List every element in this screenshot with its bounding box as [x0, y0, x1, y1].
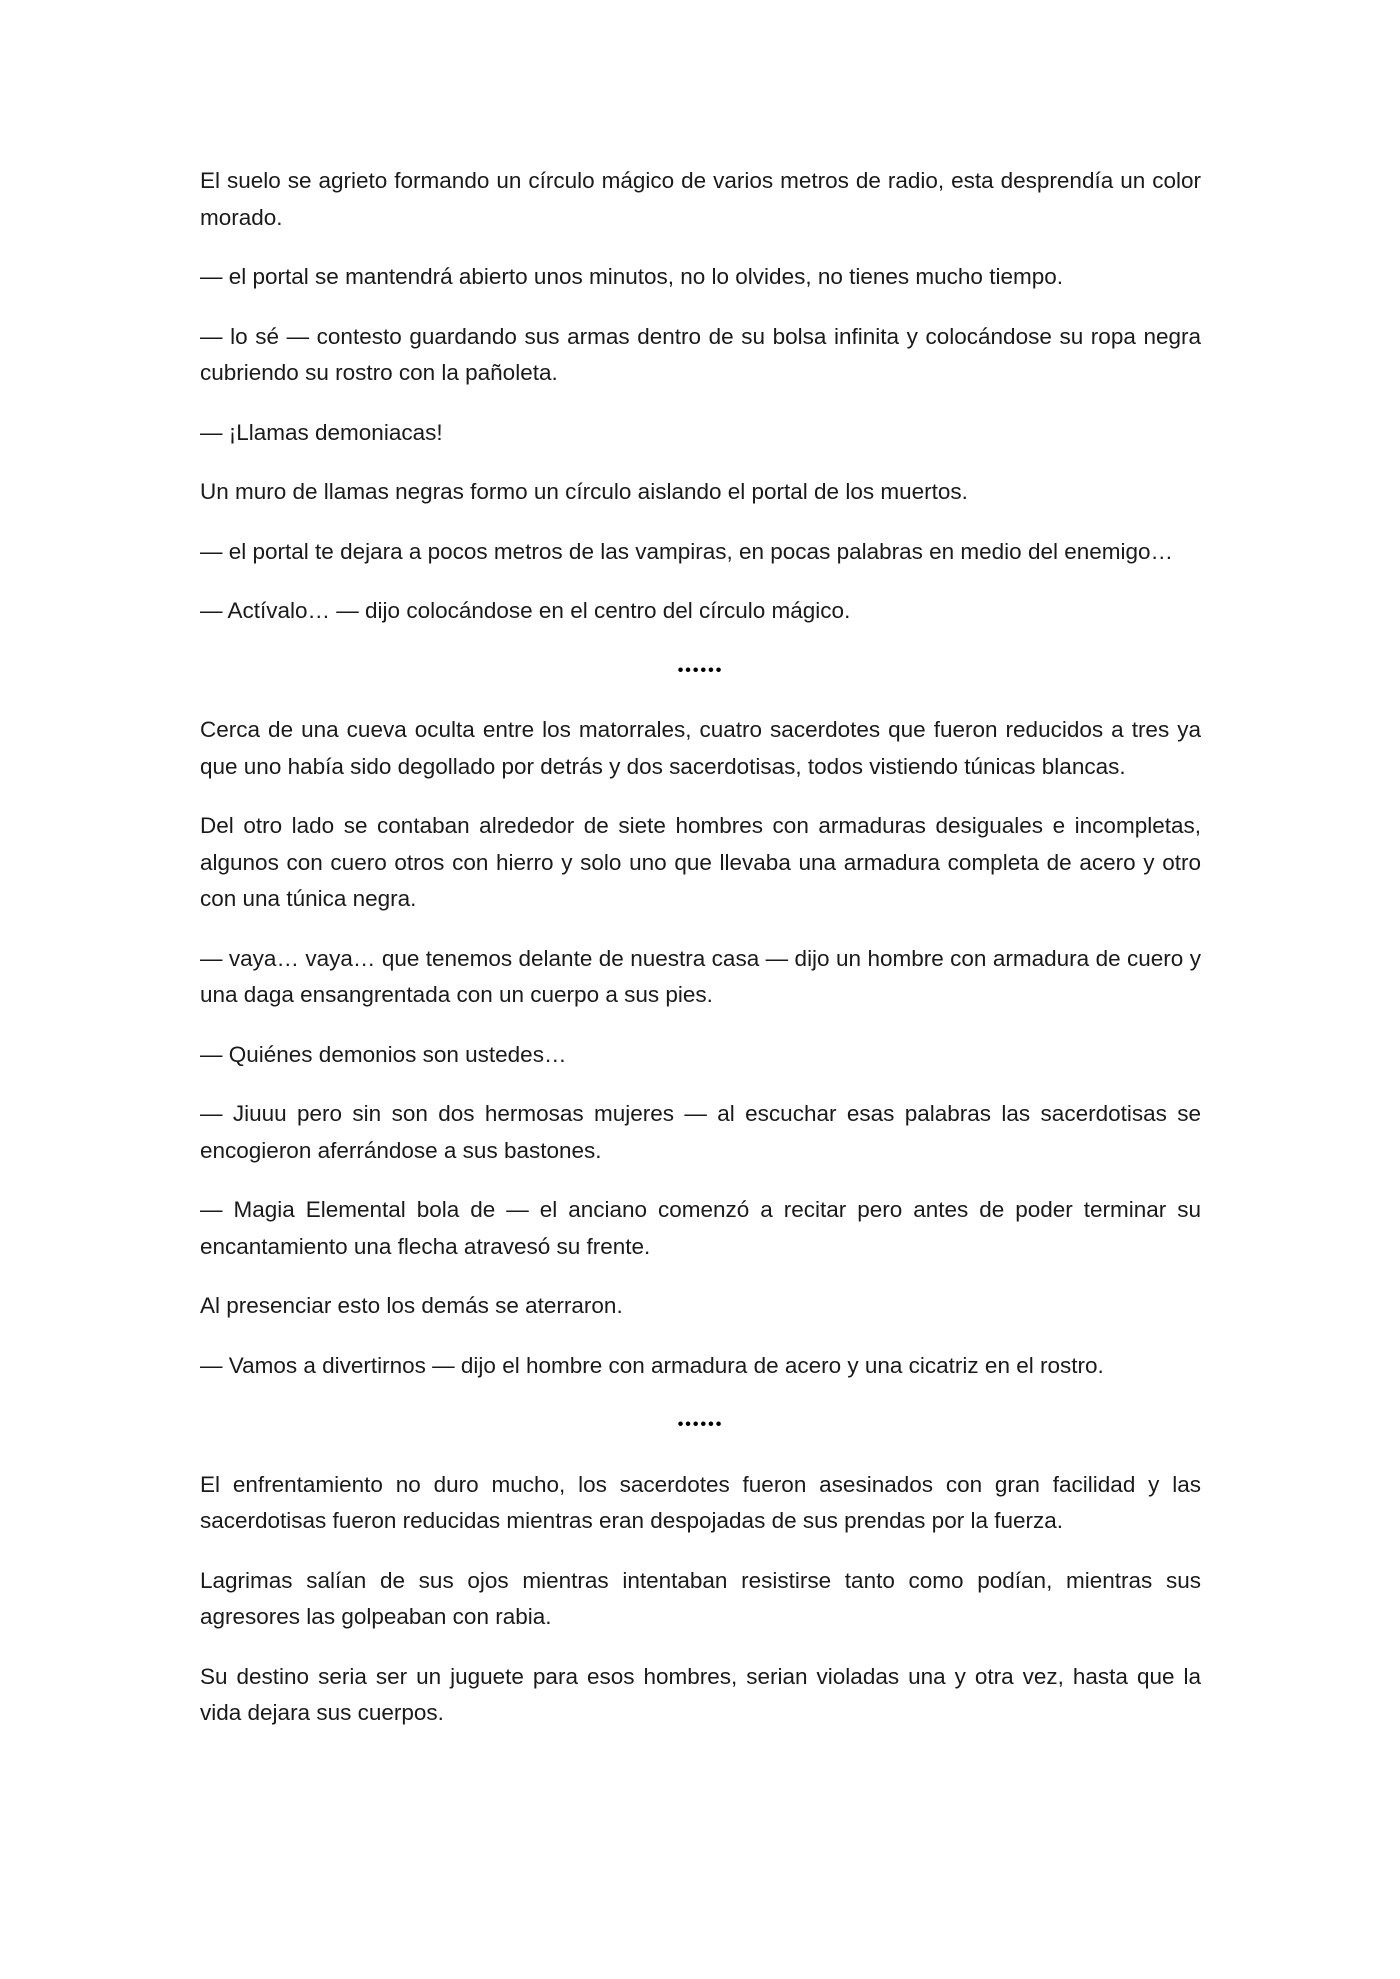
paragraph: — Magia Elemental bola de — el anciano comenzó a recitar pero antes de poder terminar su encantamiento una flecha atravesó su frente. — [200, 1197, 1201, 1259]
paragraph: Del otro lado se contaban alrededor de siete hombres con armaduras desiguales e incompletas, algunos con cuero otros con hierro y solo uno que llevaba una armadura completa de acero y otro con una túnica negra. — [200, 813, 1201, 911]
paragraph: — Actívalo… — dijo colocándose en el centro del círculo mágico. — [200, 598, 851, 623]
paragraph: — Vamos a divertirnos — dijo el hombre con armadura de acero y una cicatriz en el rostro. — [200, 1352, 1104, 1378]
text-column — [200, 163, 1201, 1755]
paragraph: — vaya… vaya… que tenemos delante de nuestra casa — dijo un hombre con armadura de cuero y una daga ensangrentada con un cuerpo a sus pies. — [200, 945, 1201, 1007]
paragraph: — el portal te dejara a pocos metros de las vampiras, en pocas palabras en medio del enemigo… — [200, 538, 1174, 564]
paragraph: — lo sé — contesto guardando sus armas dentro de su bolsa infinita y colocándose su ropa negra cubriendo su rostro con la pañoleta. — [200, 323, 1201, 385]
paragraph: El enfrentamiento no duro mucho, los sacerdotes fueron asesinados con gran facilidad y las sacerdotisas fueron reducidas mientras eran despojadas de sus prendas por la fuerza. — [200, 1471, 1201, 1533]
paragraph: Cerca de una cueva oculta entre los matorrales, cuatro sacerdotes que fueron reducidos a tres ya que uno había sido degollado por detrás y dos sacerdotisas, todos vistiendo túnicas blancas. — [200, 717, 1201, 779]
paragraph: — ¡Llamas demoniacas! — [200, 419, 443, 445]
section-separator: •••••• — [677, 1416, 724, 1433]
paragraph: Al presenciar esto los demás se aterraron. — [200, 1293, 623, 1318]
paragraph: — Quiénes demonios son ustedes… — [200, 1041, 567, 1067]
paragraph: El suelo se agrieto formando un círculo mágico de varios metros de radio, esta desprendía un color morado. — [200, 168, 1201, 230]
paragraph: Un muro de llamas negras formo un círculo aislando el portal de los muertos. — [200, 479, 968, 504]
paragraph: Su destino seria ser un juguete para esos hombres, serian violadas una y otra vez, hasta que la vida dejara sus cuerpos. — [200, 1663, 1201, 1725]
section-separator: •••••• — [677, 661, 724, 679]
paragraph: — el portal se mantendrá abierto unos minutos, no lo olvides, no tienes mucho tiempo. — [200, 264, 1063, 289]
paragraph: — Jiuuu pero sin son dos hermosas mujeres — al escuchar esas palabras las sacerdotisas se encogieron aferrándose a sus bastones. — [200, 1101, 1201, 1163]
paragraph: Lagrimas salían de sus ojos mientras intentaban resistirse tanto como podían, mientras sus agresores las golpeaban con rabia. — [200, 1567, 1201, 1629]
